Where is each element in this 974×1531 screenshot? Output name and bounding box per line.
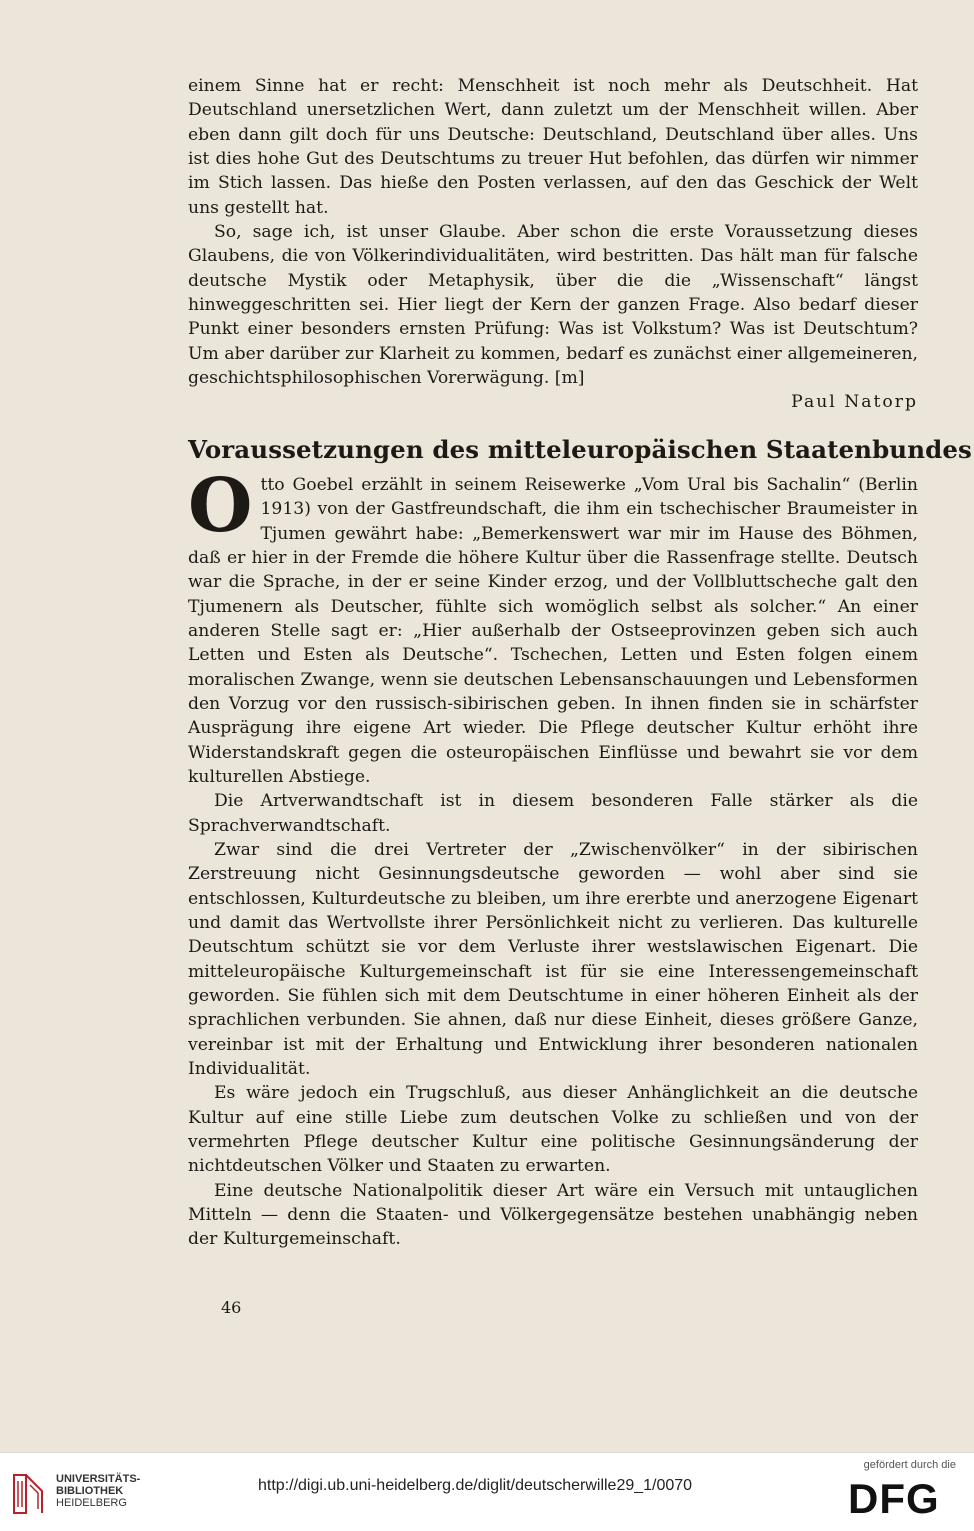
paragraph-2: So, sage ich, ist unser Glaube. Aber schon die erste Voraussetzung dieses Glaubens, die von Völkerindividualitäten, wird bestritten. Das hält man für falsche deutsche Mystik oder Metaphysik, über die die „Wissenschaft“ längst hinweggeschritten sei. Hier liegt der Kern der ganzen Frage. Also bedarf dieser Punkt einer besonders ernsten Prüfung: Was ist Volkstum? Was ist Deutschtum? Um aber darüber zur Klarheit zu kommen, bedarf es zunächst einer allgemeineren, geschichtsphilosophischen Vorerwägung. [m] bbox=[188, 222, 918, 389]
page-text-block bbox=[188, 74, 972, 1252]
dfg-logo-icon bbox=[842, 1475, 962, 1519]
viewer-footer bbox=[0, 1452, 974, 1531]
article-heading: Voraussetzungen des mitteleuropäischen Staatenbundes bbox=[188, 434, 972, 464]
author-signature: Paul Natorp bbox=[791, 392, 918, 413]
university-logo-icon bbox=[10, 1471, 46, 1517]
page-number: 46 bbox=[221, 1298, 242, 1317]
paragraph-1: einem Sinne hat er recht: Menschheit ist noch mehr als Deutschheit. Hat Deutschland unersetzlichen Wert, dann zuletzt um der Menschheit willen. Aber eben dann gilt doch für uns Deutsche: Deutschland, Deutschland über alles. Uns ist dies hohe Gut des Deutschtums zu treuer Hut befohlen, das dürfen wir nimmer im Stich lassen. Das hieße den Posten verlassen, auf den das Geschick der Welt uns gestellt hat. bbox=[188, 76, 918, 218]
paragraph-7: Eine deutsche Nationalpolitik dieser Art wäre ein Versuch mit untauglichen Mitteln — denn die Staaten- und Völkergegensätze bestehen unabhängig neben der Kulturgemeinschaft. bbox=[188, 1180, 918, 1250]
permalink-url[interactable]: http://digi.ub.uni-heidelberg.de/diglit/deutscherwille29_1/0070 bbox=[258, 1477, 693, 1494]
dfg-credit bbox=[842, 1459, 966, 1519]
paragraph-3: Otto Goebel erzählt in seinem Reisewerke „Vom Ural bis Sachalin“ (Berlin 1913) von der Gastfreundschaft, die ihm ein tschechischer Braumeister in Tjumen gewährt habe: „Bemerkenswert war mir im Hause des Böhmen, daß er hier in der Fremde die höhere Kultur über die Rassenfrage stellte. Deutsch war die Sprache, in der er seine Kinder erzog, und der Vollbluttscheche galt den Tjumenern als Deutscher, fühlte sich womöglich selbst als solcher.“ An einer anderen Stelle sagt er: „Hier außerhalb der Ostseeprovinzen geben sich auch Letten und Esten als Deutsche“. Tschechen, Letten und Esten folgen einem moralischen Zwange, wenn sie deutschen Lebensanschauungen und Lebensformen den Vorzug vor den russisch-sibirischen geben. In ihnen finden sie in schärfster Ausprägung ihre eigene Art wieder. Die Pflege deutscher Kultur erhöht ihre Widerstandskraft gegen die osteuropäischen Einflüsse und bewahrt sie vor dem kulturellen Abstiege. bbox=[188, 462, 918, 787]
paragraph-6: Es wäre jedoch ein Trugschluß, aus dieser Anhänglichkeit an die deutsche Kultur auf eine stille Liebe zum deutschen Volke zu schließen und von der vermehrten Pflege deutscher Kultur eine politische Gesinnungsänderung der nichtdeutschen Völker und Staaten zu erwarten. bbox=[188, 1083, 918, 1177]
library-name: UNIVERSITÄTS- BIBLIOTHEK HEIDELBERG bbox=[56, 1473, 141, 1509]
dfg-logo-text: DFG bbox=[848, 1475, 940, 1519]
paragraph-5: Zwar sind die drei Vertreter der „Zwischenvölker“ in der sibirischen Zerstreuung nicht Gesinnungsdeutsche geworden — wohl aber sind sie entschlossen, Kulturdeutsche zu bleiben, um ihre ererbte und anerzogene Eigenart und damit das Wertvollste ihrer Persönlichkeit nicht zu verlieren. Das kulturelle Deutschtum schützt sie vor dem Verluste ihrer westslawischen Eigenart. Die mitteleuropäische Kulturgemeinschaft ist für sie eine Interessengemeinschaft geworden. Sie fühlen sich mit dem Deutschtume in einer höheren Einheit als der sprachlichen verbunden. Sie ahnen, daß nur diese Einheit, dieses größere Ganze, vereinbar ist mit der Erhaltung und Entwicklung ihrer besonderen nationalen Individualität. bbox=[188, 839, 918, 1080]
funded-by-caption: gefördert durch die bbox=[863, 1459, 956, 1471]
paragraph-4: Die Artverwandtschaft ist in diesem besonderen Falle stärker als die Sprachverwandtschaft. bbox=[188, 791, 918, 836]
